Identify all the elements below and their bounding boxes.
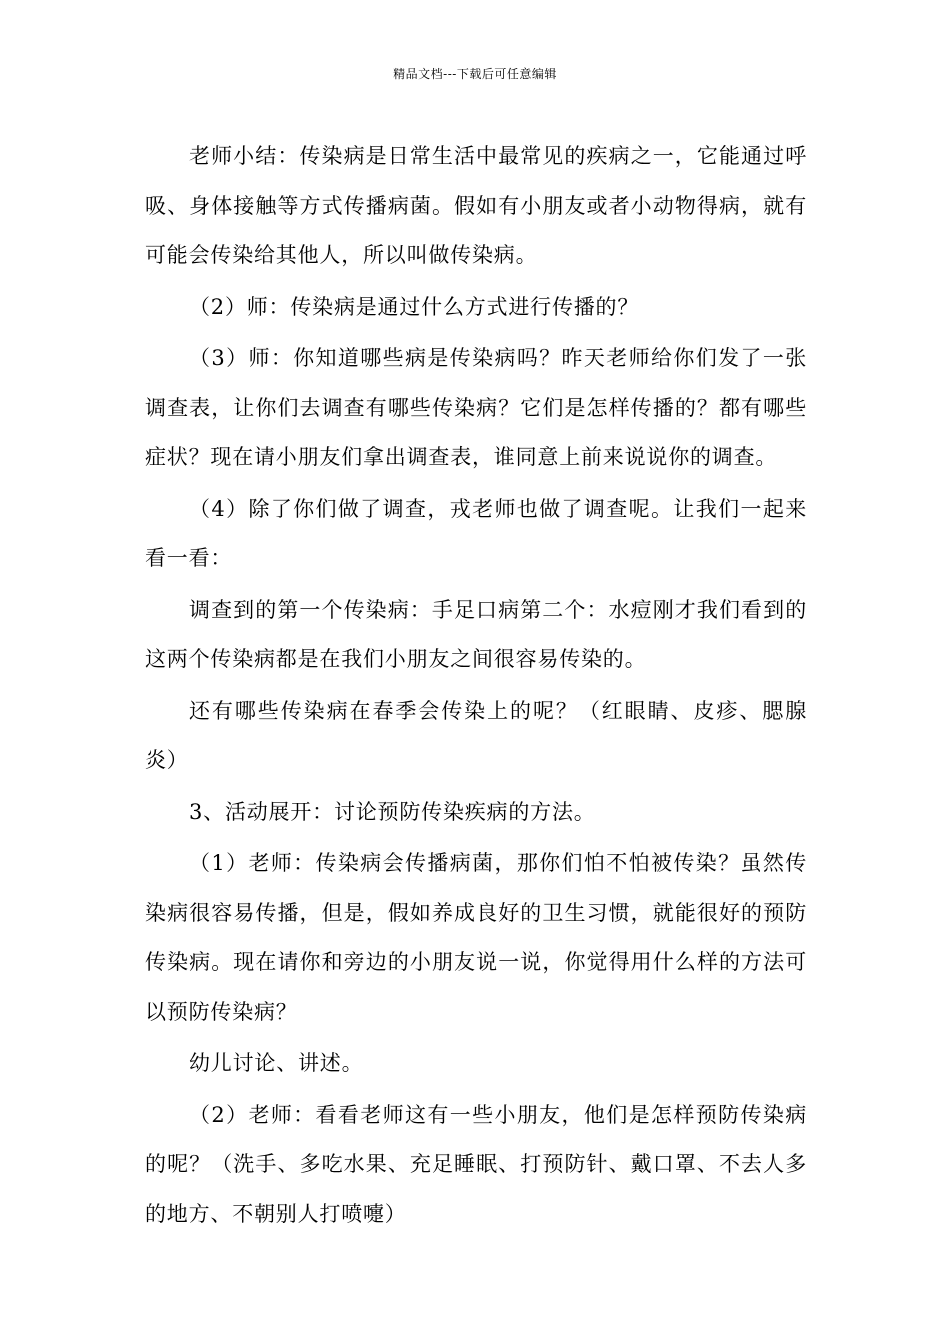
- paragraph-children-discuss: 幼儿讨论、讲述。: [189, 1051, 364, 1075]
- paragraph-teacher-summary: 老师小结：传染病是日常生活中最常见的疾病之一，它能通过呼吸、身体接触等方式传播病菌。假如有小朋友或者小动物得病，就有可能会传染给其他人，所以叫做传染病。: [145, 144, 807, 267]
- paragraph-survey-results: 调查到的第一个传染病：手足口病第二个：水痘刚才我们看到的这两个传染病都是在我们小朋友之间很容易传染的。: [145, 597, 807, 671]
- paragraph-question-2: （2）师：传染病是通过什么方式进行传播的？: [189, 294, 640, 319]
- paragraph-activity-3: 3、活动展开：讨论预防传染疾病的方法。: [189, 799, 596, 824]
- document-body: [145, 132, 807, 1241]
- paragraph-question-4: （4）除了你们做了调查，戎老师也做了调查呢。让我们一起来看一看：: [145, 496, 807, 570]
- paragraph-spring-diseases: 还有哪些传染病在春季会传染上的呢？（红眼睛、皮疹、腮腺炎）: [145, 698, 807, 772]
- paragraph-teacher-2: （2）老师：看看老师这有一些小朋友，他们是怎样预防传染病的呢？（洗手、多吃水果、充足睡眠、打预防针、戴口罩、不去人多的地方、不朝别人打喷嚏）: [145, 1102, 807, 1226]
- paragraph-teacher-1: （1）老师：传染病会传播病菌，那你们怕不怕被传染？虽然传染病很容易传播，但是，假如养成良好的卫生习惯，就能很好的预防传染病。现在请你和旁边的小朋友说一说，你觉得用什么样的方法可以预防传染病？: [145, 851, 807, 1024]
- page-header: 精品文档---下载后可任意编辑: [393, 67, 557, 81]
- paragraph-question-3: （3）师：你知道哪些病是传染病吗？昨天老师给你们发了一张调查表，让你们去调查有哪些传染病？它们是怎样传播的？都有哪些症状？现在请小朋友们拿出调查表，谁同意上前来说说你的调查。: [145, 346, 807, 469]
